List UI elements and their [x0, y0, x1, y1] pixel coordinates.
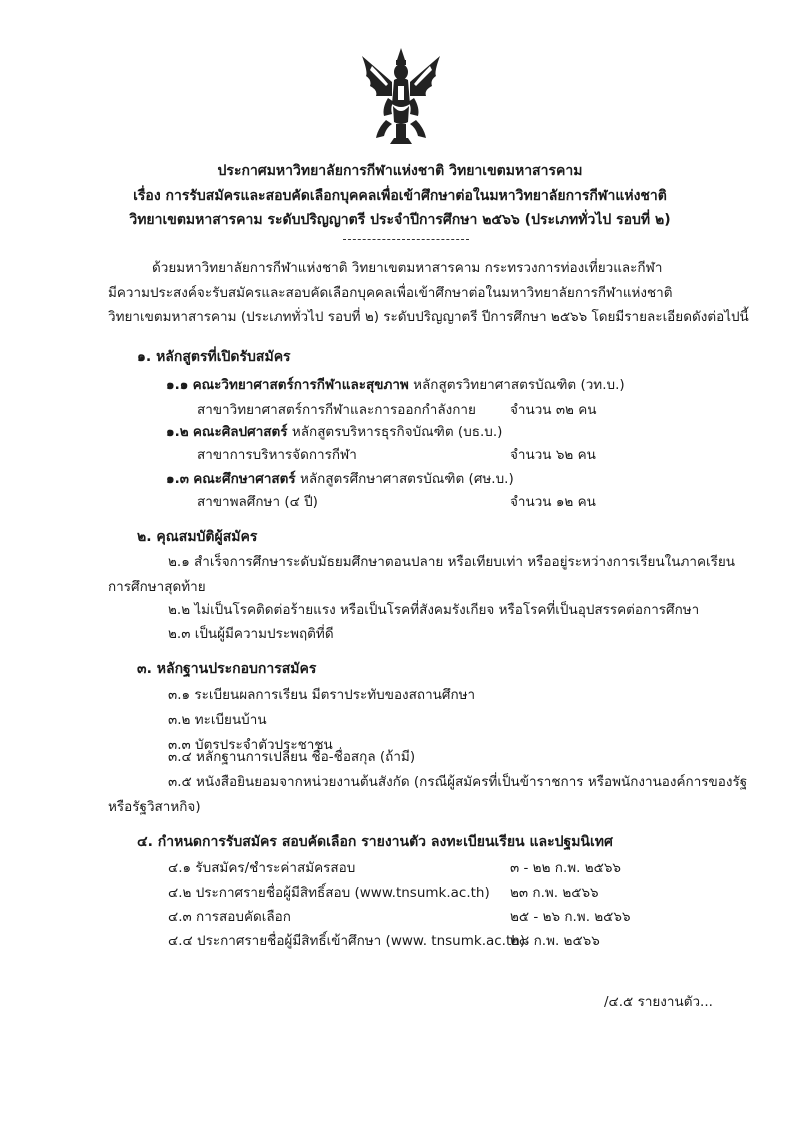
schedule-item-3-date: ๒๕ - ๒๖ ก.พ. ๒๕๖๖ [510, 909, 631, 925]
course-3-major: สาขาพลศึกษา (๔ ปี) [197, 494, 318, 510]
header-divider [343, 239, 469, 240]
document-item-3: ๓.๓ บัตรประจำตัวประชาชน [168, 737, 333, 753]
course-1-program: หลักสูตรวิทยาศาสตรบัณฑิต (วท.บ.) [413, 377, 625, 393]
document-item-5-line-1: ๓.๕ หนังสือยินยอมจากหน่วยงานต้นสังกัด (กรณีผู้สมัครที่เป็นข้าราชการ หรือพนักงานองค์การของรัฐ [168, 774, 748, 790]
section-1-title: ๑. หลักสูตรที่เปิดรับสมัคร [137, 349, 291, 365]
schedule-item-2-label: ๔.๒ ประกาศรายชื่อผู้มีสิทธิ์สอบ (www.tnsumk.ac.th) [168, 885, 490, 901]
document-item-5-line-2: หรือรัฐวิสาหกิจ) [108, 799, 201, 815]
schedule-item-4-date: ๒๘ ก.พ. ๒๕๖๖ [510, 933, 600, 949]
course-2-program: หลักสูตรบริหารธุรกิจบัณฑิต (บธ.บ.) [291, 424, 503, 440]
course-3-heading [166, 467, 514, 489]
intro-line-3: วิทยาเขตมหาสารคาม (ประเภททั่วไป รอบที่ ๒) ระดับปริญญาตรี ปีการศึกษา ๒๕๖๖ โดยมีรายละเอียดดังต่อไปนี้ [108, 309, 749, 325]
page-continuation: /๔.๕ รายงานตัว... [604, 994, 713, 1010]
qualification-3: ๒.๓ เป็นผู้มีความประพฤติที่ดี [168, 626, 334, 642]
schedule-item-1-date: ๓ - ๒๒ ก.พ. ๒๕๖๖ [510, 860, 621, 876]
course-1-heading [166, 373, 625, 395]
announcement-subject: เรื่อง การรับสมัครและสอบคัดเลือกบุคคลเพื่อเข้าศึกษาต่อในมหาวิทยาลัยการกีฬาแห่งชาติ [133, 188, 667, 204]
course-3-number: ๑.๓ [166, 471, 189, 487]
announcement-subject-cont: วิทยาเขตมหาสารคาม ระดับปริญญาตรี ประจำปีการศึกษา ๒๕๖๖ (ประเภททั่วไป รอบที่ ๒) [129, 212, 671, 228]
course-3-quota: จำนวน ๑๒ คน [510, 494, 596, 510]
announcement-title: ประกาศมหาวิทยาลัยการกีฬาแห่งชาติ วิทยาเขตมหาสารคาม [217, 163, 583, 179]
schedule-item-4-label: ๔.๔ ประกาศรายชื่อผู้มีสิทธิ์เข้าศึกษา (www. tnsumk.ac.th) [168, 933, 526, 949]
section-3-title: ๓. หลักฐานประกอบการสมัคร [137, 661, 317, 677]
course-2-faculty: คณะศิลปศาสตร์ [192, 424, 288, 440]
schedule-item-2-date: ๒๓ ก.พ. ๒๕๖๖ [510, 885, 599, 901]
intro-line-2: มีความประสงค์จะรับสมัครและสอบคัดเลือกบุคคลเพื่อเข้าศึกษาต่อในมหาวิทยาลัยการกีฬาแห่งชาติ [108, 285, 673, 301]
course-1-quota: จำนวน ๓๒ คน [510, 402, 597, 418]
document-item-2: ๓.๒ ทะเบียนบ้าน [168, 712, 267, 728]
course-1-major: สาขาวิทยาศาสตร์การกีฬาและการออกกำลังกาย [197, 402, 476, 418]
course-2-heading [166, 420, 502, 442]
course-3-faculty: คณะศึกษาศาสตร์ [193, 471, 296, 487]
schedule-item-1-label: ๔.๑ รับสมัคร/ชำระค่าสมัครสอบ [168, 860, 356, 876]
qualification-2: ๒.๒ ไม่เป็นโรคติดต่อร้ายแรง หรือเป็นโรคที่สังคมรังเกียจ หรือโรคที่เป็นอุปสรรคต่อการศึกษา [168, 602, 700, 618]
course-1-number: ๑.๑ [166, 377, 189, 393]
intro-line-1: ด้วยมหาวิทยาลัยการกีฬาแห่งชาติ วิทยาเขตมหาสารคาม กระทรวงการท่องเที่ยวและกีฬา [152, 260, 663, 276]
section-2-title: ๒. คุณสมบัติผู้สมัคร [137, 529, 258, 545]
qualification-1-line-1: ๒.๑ สำเร็จการศึกษาระดับมัธยมศึกษาตอนปลาย หรือเทียบเท่า หรืออยู่ระหว่างการเรียนในภาคเรียน [168, 554, 736, 570]
document-item-4: ๓.๔ หลักฐานการเปลี่ยน ชื่อ-ชื่อสกุล (ถ้ามี) [168, 749, 416, 765]
garuda-emblem-icon [358, 46, 444, 146]
document-item-1: ๓.๑ ระเบียนผลการเรียน มีตราประทับของสถานศึกษา [168, 687, 476, 703]
schedule-item-3-label: ๔.๓ การสอบคัดเลือก [168, 909, 291, 925]
course-3-program: หลักสูตรศึกษาศาสตรบัณฑิต (ศษ.บ.) [299, 471, 514, 487]
course-2-major: สาขาการบริหารจัดการกีฬา [197, 447, 357, 463]
course-2-number: ๑.๒ [166, 424, 189, 440]
course-2-quota: จำนวน ๖๒ คน [510, 447, 596, 463]
section-4-title: ๔. กำหนดการรับสมัคร สอบคัดเลือก รายงานตัว ลงทะเบียนเรียน และปฐมนิเทศ [137, 834, 613, 850]
course-1-faculty: คณะวิทยาศาสตร์การกีฬาและสุขภาพ [192, 377, 409, 393]
qualification-1-line-2: การศึกษาสุดท้าย [108, 579, 206, 595]
